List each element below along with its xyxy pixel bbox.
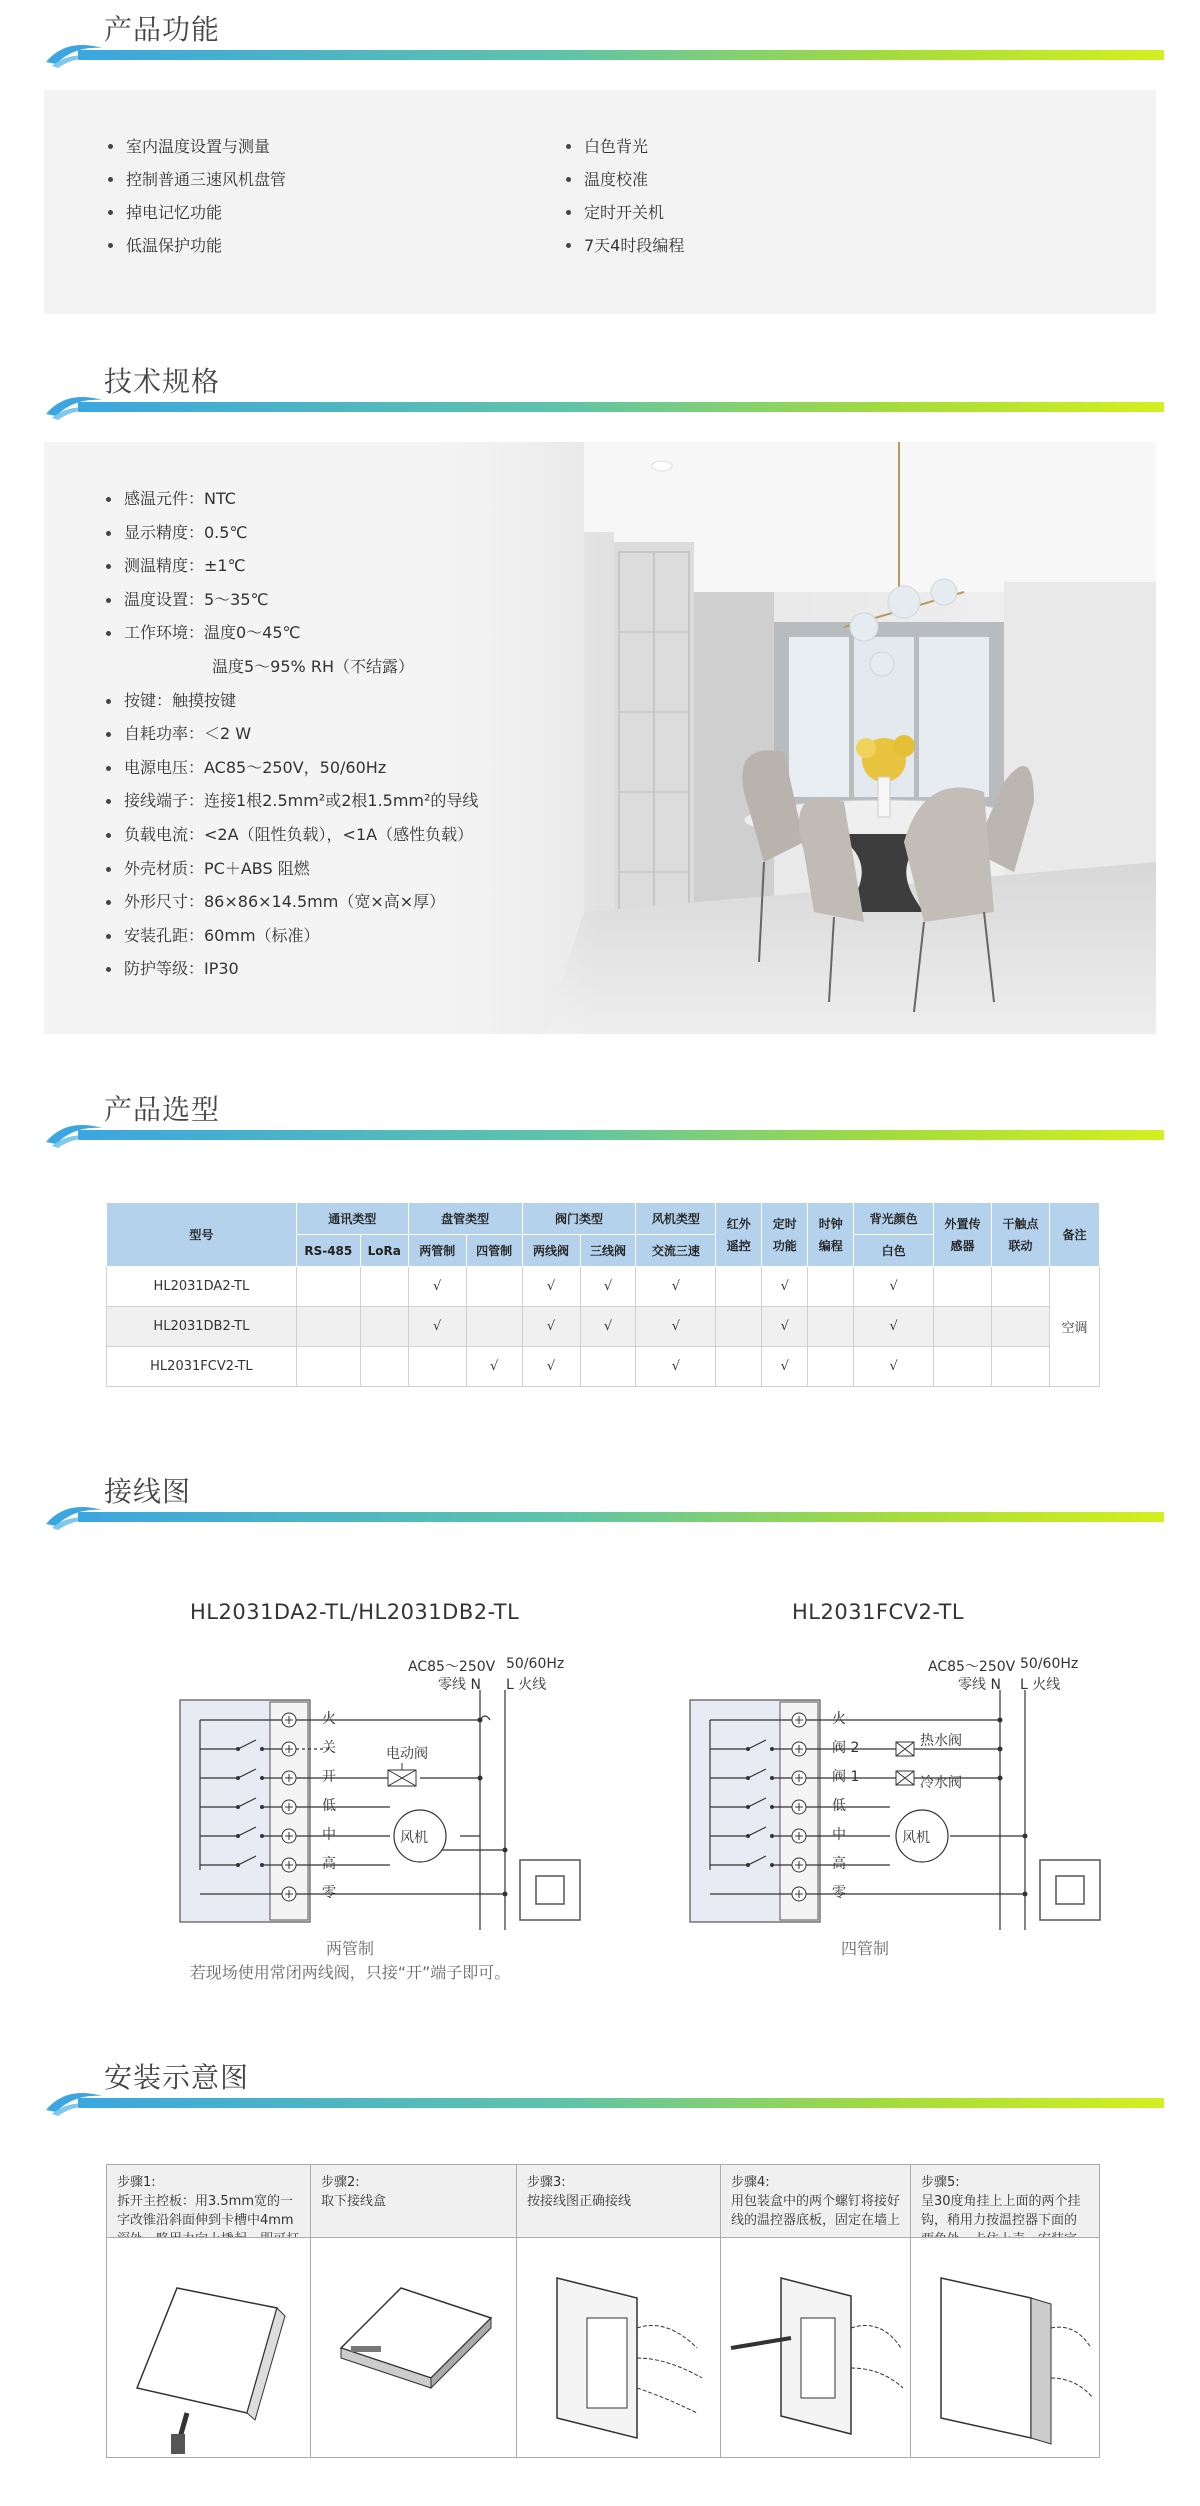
spec-item: 温度设置：5～35℃ — [104, 583, 478, 617]
wiring-diagram-four-pipe — [600, 1580, 1200, 1940]
list-item: 低温保护功能 — [106, 229, 286, 262]
list-item: 控制普通三速风机盘管 — [106, 163, 286, 196]
step-illustration — [911, 2238, 1099, 2458]
spec-item: 外形尺寸：86×86×14.5mm（宽×高×厚） — [104, 885, 478, 919]
spec-item: 安装孔距：60mm（标准） — [104, 919, 478, 953]
wiring-title-left: HL2031DA2-TL/HL2031DB2-TL — [190, 1600, 520, 1624]
swoosh-icon — [44, 1490, 104, 1530]
table-header: 盘管类型 — [408, 1203, 522, 1235]
terminal-label: 中 — [322, 1827, 336, 1843]
power-label: AC85～250V — [408, 1659, 496, 1675]
caption-four-pipe: 四管制 — [840, 1939, 889, 1958]
freq-label: 50/60Hz — [506, 1656, 565, 1672]
swoosh-icon — [44, 28, 104, 68]
spec-item-continued: 温度5～95% RH（不结露） — [212, 656, 414, 676]
table-subheader: 交流三速 — [636, 1235, 716, 1267]
spec-item: 测温精度：±1℃ — [104, 549, 478, 583]
cold-valve-label: 冷水阀 — [920, 1775, 962, 1791]
functions-right-list — [564, 130, 684, 262]
check-cell: √ — [854, 1347, 934, 1387]
terminal-label: 零 — [322, 1885, 336, 1901]
terminal-label: 低 — [322, 1798, 336, 1814]
hot-valve-label: 热水阀 — [920, 1733, 962, 1749]
check-cell: √ — [636, 1307, 716, 1347]
wiring-title-right: HL2031FCV2-TL — [792, 1600, 965, 1624]
terminal-label: 低 — [832, 1798, 846, 1814]
list-item: 室内温度设置与测量 — [106, 130, 286, 163]
table-header: 型号 — [107, 1203, 297, 1267]
terminal-label: 关 — [322, 1740, 336, 1756]
list-item: 白色背光 — [564, 130, 684, 163]
table-header: 干触点联动 — [992, 1203, 1050, 1267]
table-subheader: 两线阀 — [522, 1235, 580, 1267]
section-bar — [78, 2098, 1164, 2108]
check-cell: √ — [408, 1307, 466, 1347]
step-text: 取下接线盒 — [321, 2194, 387, 2209]
wiring-diagrams — [0, 1580, 1200, 2000]
neutral-label: 零线 N — [958, 1677, 1001, 1693]
install-step-2 — [311, 2165, 517, 2457]
valve-icon — [388, 1763, 416, 1786]
table-subheader: 四管制 — [466, 1235, 522, 1267]
terminal-label: 阀 2 — [832, 1740, 860, 1756]
spec-item: 负载电流：<2A（阻性负载），<1A（感性负载） — [104, 818, 478, 852]
step-text: 呈30度角挂上上面的两个挂钩，稍用力按温控器下面的 — [921, 2194, 1081, 2228]
terminal-label: 中 — [832, 1827, 846, 1843]
live-label: L 火线 — [506, 1677, 547, 1693]
section-bar — [78, 1130, 1164, 1140]
step-illustration — [311, 2238, 517, 2458]
model-cell: HL2031DA2-TL — [107, 1267, 297, 1307]
swoosh-icon — [44, 2076, 104, 2116]
cold-valve-icon — [896, 1771, 914, 1785]
model-cell: HL2031DB2-TL — [107, 1307, 297, 1347]
check-cell: √ — [580, 1307, 636, 1347]
check-cell: √ — [854, 1307, 934, 1347]
power-label: AC85～250V — [928, 1659, 1016, 1675]
terminal-label: 阀 1 — [832, 1769, 860, 1785]
step-text: 拆开主控板：用3.5mm宽的一字改锥沿斜面伸到卡槽中4mm — [117, 2194, 294, 2228]
install-steps — [106, 2164, 1100, 2458]
table-header: 背光颜色 — [854, 1203, 934, 1235]
check-cell: √ — [762, 1307, 808, 1347]
step-label: 步骤2: — [321, 2175, 360, 2190]
table-header: 外置传感器 — [934, 1203, 992, 1267]
thermostat-icon — [520, 1860, 580, 1920]
step-illustration — [107, 2238, 311, 2458]
list-item: 温度校准 — [564, 163, 684, 196]
step-illustration — [721, 2238, 911, 2458]
table-header: 阀门类型 — [522, 1203, 636, 1235]
section-title: 产品功能 — [104, 13, 221, 46]
step-label: 步骤4: — [731, 2175, 770, 2190]
list-item: 掉电记忆功能 — [106, 196, 286, 229]
valve-label: 电动阀 — [386, 1746, 428, 1762]
note-cell: 空调 — [1049, 1267, 1099, 1387]
step-text: 用包装盒中的两个螺钉将接好线的温控器底板，固定在墙上 — [731, 2194, 901, 2228]
list-item: 定时开关机 — [564, 196, 684, 229]
install-step-1 — [107, 2165, 311, 2457]
spec-item: 感温元件：NTC — [104, 482, 478, 516]
table-subheader: RS-485 — [296, 1235, 360, 1267]
section-header-wiring — [44, 1462, 1164, 1532]
section-title: 接线图 — [104, 1475, 192, 1508]
spec-item: 外壳材质：PC＋ABS 阻燃 — [104, 852, 478, 886]
spec-item: 按键：触摸按键 — [104, 684, 478, 718]
check-cell: √ — [580, 1267, 636, 1307]
fan-label: 风机 — [902, 1830, 930, 1846]
table-header: 备注 — [1049, 1203, 1099, 1267]
table-subheader: 三线阀 — [580, 1235, 636, 1267]
table-header: 时钟编程 — [808, 1203, 854, 1267]
section-header-install — [44, 2048, 1164, 2118]
table-subheader: 白色 — [854, 1235, 934, 1267]
terminal-label: 火 — [832, 1711, 846, 1727]
wiring-note: 若现场使用常闭两线阀，只接“开”端子即可。 — [189, 1963, 511, 1982]
check-cell: √ — [636, 1347, 716, 1387]
live-label: L 火线 — [1020, 1677, 1061, 1693]
section-bar — [78, 402, 1164, 412]
check-cell: √ — [762, 1267, 808, 1307]
table-subheader: LoRa — [360, 1235, 408, 1267]
table-header: 定时功能 — [762, 1203, 808, 1267]
fan-label: 风机 — [400, 1830, 428, 1846]
step-label: 步骤5: — [921, 2175, 960, 2190]
step-illustration — [517, 2238, 721, 2458]
model-cell: HL2031FCV2-TL — [107, 1347, 297, 1387]
terminal-label: 高 — [322, 1856, 336, 1872]
check-cell: √ — [522, 1267, 580, 1307]
section-title: 安装示意图 — [104, 2061, 250, 2094]
spec-item: 显示精度：0.5℃ — [104, 516, 478, 550]
terminal-label: 开 — [322, 1769, 336, 1785]
section-bar — [78, 50, 1164, 60]
spec-item: 防护等级：IP30 — [104, 952, 478, 986]
install-step-5 — [911, 2165, 1099, 2457]
table-header: 红外遥控 — [716, 1203, 762, 1267]
check-cell: √ — [762, 1347, 808, 1387]
terminal-label: 高 — [832, 1856, 846, 1872]
functions-panel — [44, 90, 1156, 314]
install-step-3 — [517, 2165, 721, 2457]
spec-item: 电源电压：AC85～250V，50/60Hz — [104, 751, 478, 785]
swoosh-icon — [44, 380, 104, 420]
spec-item: 工作环境：温度0～45℃ — [104, 616, 478, 650]
check-cell: √ — [522, 1307, 580, 1347]
specs-panel — [44, 442, 1156, 1034]
functions-left-list — [106, 130, 286, 262]
table-row — [107, 1347, 1100, 1387]
step-text: 按接线图正确接线 — [527, 2194, 632, 2209]
table-header: 风机类型 — [636, 1203, 716, 1235]
list-item: 7天4时段编程 — [564, 229, 684, 262]
section-header-selection — [44, 1080, 1164, 1150]
section-title: 产品选型 — [104, 1093, 221, 1126]
thermostat-icon — [1040, 1860, 1100, 1920]
spec-item: 自耗功率：＜2 W — [104, 717, 478, 751]
section-bar — [78, 1512, 1164, 1522]
check-cell: √ — [636, 1267, 716, 1307]
section-header-functions — [44, 0, 1164, 70]
section-header-specs — [44, 352, 1164, 422]
table-row — [107, 1267, 1100, 1307]
check-cell: √ — [408, 1267, 466, 1307]
check-cell: √ — [522, 1347, 580, 1387]
table-header: 通讯类型 — [296, 1203, 408, 1235]
section-title: 技术规格 — [104, 365, 221, 398]
check-cell: √ — [466, 1347, 522, 1387]
table-row — [107, 1307, 1100, 1347]
spec-item: 接线端子：连接1根2.5mm²或2根1.5mm²的导线 — [104, 784, 478, 818]
swoosh-icon — [44, 1108, 104, 1148]
hot-valve-icon — [896, 1742, 914, 1756]
selection-table — [106, 1202, 1100, 1387]
check-cell: √ — [854, 1267, 934, 1307]
neutral-label: 零线 N — [438, 1677, 481, 1693]
caption-two-pipe: 两管制 — [325, 1939, 374, 1958]
wiring-diagram-two-pipe — [0, 1580, 600, 1940]
freq-label: 50/60Hz — [1020, 1656, 1079, 1672]
step-label: 步骤1: — [117, 2175, 156, 2190]
specs-list — [104, 482, 478, 986]
install-step-4 — [721, 2165, 911, 2457]
terminal-label: 火 — [322, 1711, 336, 1727]
table-subheader: 两管制 — [408, 1235, 466, 1267]
step-label: 步骤3: — [527, 2175, 566, 2190]
terminal-label: 零 — [832, 1885, 846, 1901]
